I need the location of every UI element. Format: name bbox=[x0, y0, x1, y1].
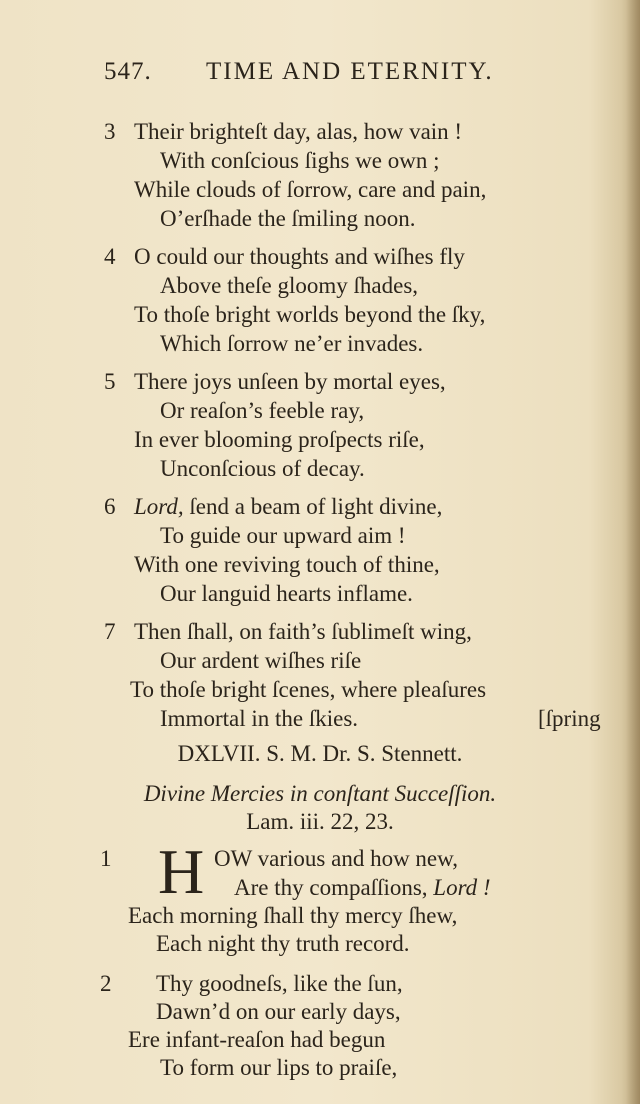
verse-line: While clouds of ſorrow, care and pain, bbox=[134, 177, 487, 202]
stanza-number: 7 bbox=[104, 619, 116, 644]
verse-line: To form our lips to praiſe, bbox=[160, 1055, 398, 1080]
verse-line: Their brighteſt day, alas, how vain ! bbox=[134, 119, 463, 144]
verse-line-turnover: [ſpring bbox=[538, 706, 601, 731]
hymn-heading: DXLVII. S. M. Dr. S. Stennett. bbox=[177, 741, 463, 766]
verse-line bbox=[134, 493, 442, 521]
stanza-number: 5 bbox=[104, 369, 116, 394]
verse-line: Each night thy truth record. bbox=[156, 931, 410, 956]
verse-line: O’erſhade the ſmiling noon. bbox=[160, 206, 416, 231]
verse-line-start: Are thy compaſſions, bbox=[234, 875, 428, 900]
running-header bbox=[104, 58, 544, 92]
verse-line: Above theſe gloomy ſhades, bbox=[160, 273, 419, 298]
verse-line: Immortal in the ſkies. bbox=[160, 706, 359, 731]
verse-line: To thoſe bright worlds beyond the ſky, bbox=[134, 302, 486, 327]
verse-line: Thy goodneſs, like the ſun, bbox=[156, 971, 403, 996]
stanza-number: 2 bbox=[100, 971, 112, 996]
verse-line: Then ſhall, on faith’s ſublimeſt wing, bbox=[134, 619, 472, 644]
verse-line: With conſcious ſighs we own ; bbox=[160, 148, 440, 173]
verse-line: Ere infant-reaſon had begun bbox=[128, 1027, 386, 1052]
verse-line: To thoſe bright ſcenes, where pleaſures bbox=[130, 677, 487, 702]
stanza-number: 4 bbox=[104, 244, 116, 269]
verse-line: Or reaſon’s feeble ray, bbox=[160, 398, 365, 423]
verse-line: Our languid hearts inflame. bbox=[160, 581, 413, 606]
drop-cap: H bbox=[158, 836, 205, 907]
verse-line: O could our thoughts and wiſhes fly bbox=[134, 244, 465, 269]
verse-line: With one reviving touch of thine, bbox=[134, 552, 440, 577]
verse-line: Each morning ſhall thy mercy ſhew, bbox=[128, 903, 458, 928]
scripture-reference: Lam. iii. 22, 23. bbox=[246, 809, 394, 834]
verse-line: OW various and how new, bbox=[214, 846, 459, 871]
verse-line: There joys unſeen by mortal eyes, bbox=[134, 369, 446, 394]
verse-line: To guide our upward aim ! bbox=[160, 523, 406, 548]
page-edge bbox=[626, 0, 640, 1104]
lord-word: Lord ! bbox=[433, 875, 491, 900]
verse-line-rest: ſend a beam of light divine, bbox=[189, 494, 443, 519]
page-number: 547. bbox=[104, 58, 152, 85]
verse-line: Unconſcious of decay. bbox=[160, 456, 365, 481]
verse-line: Which ſorrow ne’er invades. bbox=[160, 331, 424, 356]
stanza-number: 3 bbox=[104, 119, 116, 144]
stanza-number: 1 bbox=[100, 846, 112, 871]
verse-line: Dawn’d on our early days, bbox=[156, 999, 401, 1024]
verse-line: In ever blooming proſpects riſe, bbox=[134, 427, 425, 452]
running-title: TIME AND ETERNITY. bbox=[206, 58, 494, 85]
hymn-subtitle: Divine Mercies in conſtant Succeſſion. bbox=[143, 781, 497, 806]
verse-line bbox=[234, 874, 491, 902]
verse-line: Our ardent wiſhes riſe bbox=[160, 648, 362, 673]
stanza-number: 6 bbox=[104, 494, 116, 519]
lord-word: Lord, bbox=[134, 494, 184, 519]
